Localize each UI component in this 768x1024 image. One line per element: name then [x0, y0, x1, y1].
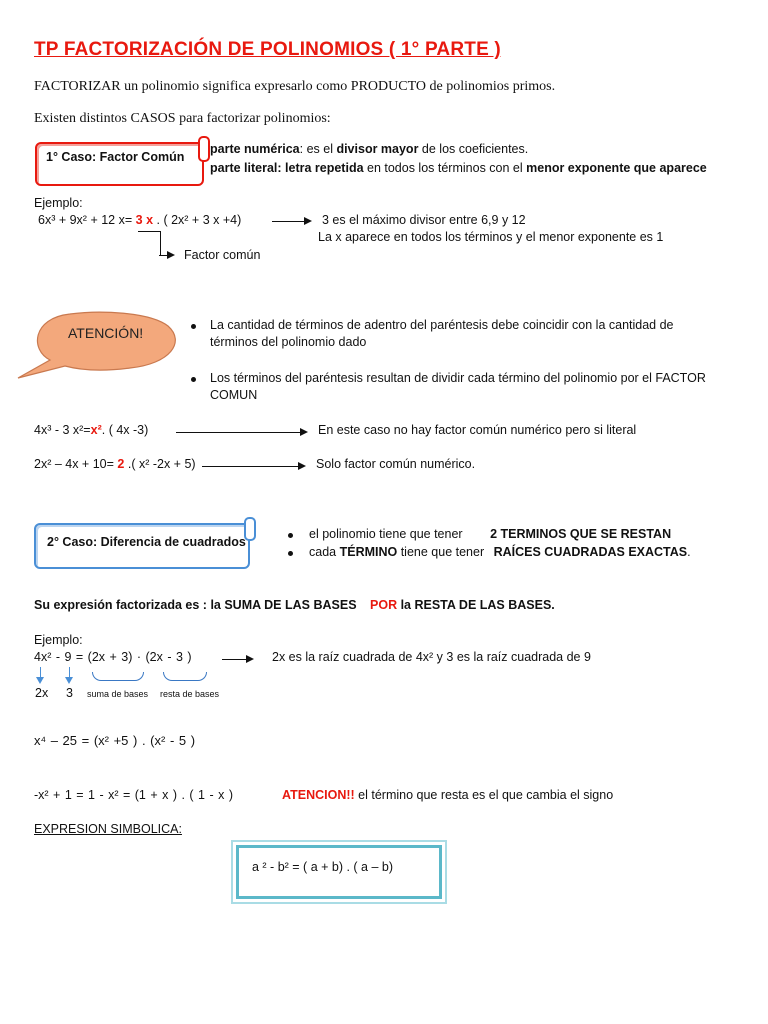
factor-connector-arrow [159, 255, 173, 256]
case1-desc-2 [210, 161, 707, 175]
ex2-note: Solo factor común numérico. [316, 457, 476, 471]
diff-of-bases-label: resta de bases [160, 689, 220, 699]
desc-2-text-a: en todos los términos con el [363, 161, 527, 175]
example-2 [34, 457, 196, 471]
equation-2: x⁴ – 25 = (x² +5 ) . (x² - 5 ) [34, 733, 196, 748]
case2-example-equation: 4x² - 9 = (2x + 3) · (2x - 3 ) [34, 650, 192, 664]
case2-text-2c: tiene que tener [397, 545, 488, 559]
case2-label: 2° Caso: Diferencia de cuadrados [47, 535, 246, 549]
example-lhs: 6x³ + 9x² + 12 x= [38, 213, 133, 227]
ex1-arrow [176, 432, 306, 433]
ex1-lhs: 4x³ - 3 x²= [34, 423, 91, 437]
ex2-rhs: .( x² -2x + 5) [127, 457, 196, 471]
case2-example-note: 2x es la raíz cuadrada de 4x² y 3 es la raíz cuadrada de 9 [272, 650, 591, 664]
desc-1-bold-2: divisor mayor [336, 142, 419, 156]
attention-bullet-2 [191, 377, 196, 382]
symbolic-formula: a ² - b² = ( a + b) . ( a – b) [252, 860, 394, 874]
case2-text-2d: RAÍCES CUADRADAS EXACTAS [493, 545, 688, 559]
factor-comun-label: Factor común [184, 248, 261, 262]
rule-text-b: la RESTA DE LAS BASES. [397, 598, 555, 612]
case1-example-label: Ejemplo: [34, 196, 83, 210]
intro-line-1: FACTORIZAR un polinomio significa expresarlo como PRODUCTO de polinomios primos. [34, 79, 556, 94]
case2-example-arrow [222, 659, 252, 660]
case2-text-2a: cada [309, 545, 340, 559]
case1-arrow [272, 221, 310, 222]
case2-text-1 [309, 527, 671, 541]
attention-text-2b: COMUN [210, 388, 258, 402]
base-2: 3 [66, 686, 73, 700]
case1-example-equation [38, 213, 241, 227]
example-common-factor: 3 x [135, 213, 154, 227]
ex1-note: En este caso no hay factor común numérico pero si literal [318, 423, 637, 437]
example-rhs: . ( 2x² + 3 x +4) [156, 213, 242, 227]
warning-note [282, 788, 613, 802]
attention-text-1b: términos del polinomio dado [210, 335, 367, 349]
attention-bullet-1 [191, 324, 196, 329]
sum-of-bases-label: suma de bases [87, 689, 149, 699]
warning-label: ATENCION!! [282, 788, 355, 802]
case2-text-1b: 2 TERMINOS QUE SE RESTAN [490, 527, 672, 541]
ex2-factor: 2 [117, 457, 125, 471]
page-title: TP FACTORIZACIÓN DE POLINOMIOS ( 1° PARTE ) [34, 39, 501, 60]
desc-1-text-a: : es el [299, 142, 337, 156]
desc-2-bold: parte literal: letra repetida [210, 161, 364, 175]
attention-callout-bubble [10, 308, 180, 380]
symbolic-heading: EXPRESION SIMBOLICA: [34, 822, 182, 836]
case1-label: 1° Caso: Factor Común [46, 150, 185, 164]
desc-2-bold-2: menor exponente que aparece [526, 161, 707, 175]
ex2-arrow [202, 466, 304, 467]
case1-note-1: 3 es el máximo divisor entre 6,9 y 12 [322, 213, 526, 227]
ex1-factor: x² [90, 423, 102, 437]
example-1 [34, 423, 148, 437]
base2-down-arrow [69, 667, 70, 681]
desc-1-text-b: de los coeficientes. [418, 142, 529, 156]
rule-por: POR [370, 598, 398, 612]
case2-text-2 [309, 545, 691, 559]
case1-desc-1 [210, 142, 528, 156]
case2-bullet-2 [288, 551, 293, 556]
warning-text: el término que resta es el que cambia el signo [354, 788, 614, 802]
case1-note-2: La x aparece en todos los términos y el menor exponente es 1 [318, 230, 664, 244]
case2-expression-rule [34, 598, 555, 612]
attention-text-1a: La cantidad de términos de adentro del paréntesis debe coincidir con la cantidad de [210, 318, 674, 332]
base1-down-arrow [40, 667, 41, 681]
attention-text-2a: Los términos del paréntesis resultan de dividir cada término del polinomio por el FACTOR [210, 371, 706, 385]
equation-3: -x² + 1 = 1 - x² = (1 + x ) . ( 1 - x ) [34, 788, 233, 802]
attention-label: ATENCIÓN! [68, 325, 144, 341]
case2-text-1a: el polinomio tiene que tener [309, 527, 463, 541]
ex2-lhs: 2x² – 4x + 10= [34, 457, 114, 471]
desc-1-bold: parte numérica [210, 142, 300, 156]
diff-brace [163, 672, 207, 681]
intro-line-2: Existen distintos CASOS para factorizar polinomios: [34, 111, 331, 126]
factor-connector [138, 231, 161, 256]
case2-text-2e: . [687, 545, 691, 559]
case2-text-2b: TÉRMINO [339, 545, 398, 559]
sum-brace [92, 672, 144, 681]
case1-scroll-banner [35, 142, 204, 186]
case2-example-label: Ejemplo: [34, 633, 83, 647]
ex1-rhs: . ( 4x -3) [101, 423, 149, 437]
case2-bullet-1 [288, 533, 293, 538]
base-1: 2x [35, 686, 49, 700]
rule-text-a: Su expresión factorizada es : la SUMA DE LAS BASES [34, 598, 361, 612]
